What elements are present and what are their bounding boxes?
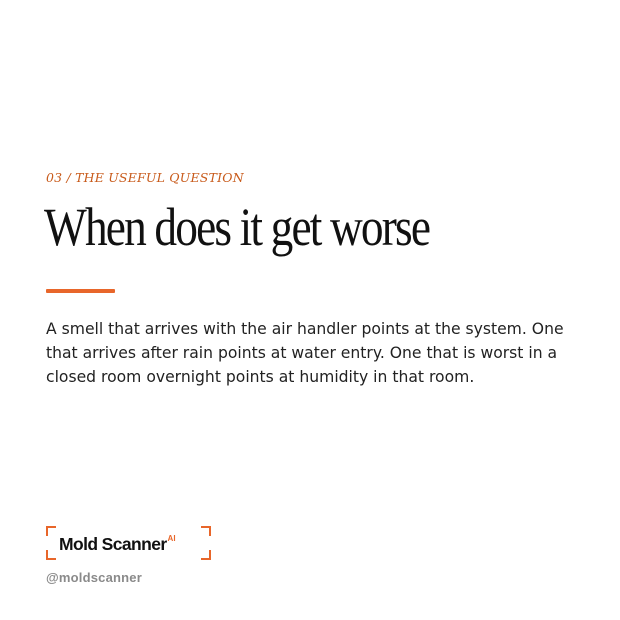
- logo-corner-top-right: [201, 526, 211, 536]
- page-title: When does it get worse: [44, 197, 430, 257]
- brand-logo: [46, 526, 211, 560]
- logo-corner-bottom-left: [46, 550, 56, 560]
- accent-divider: [46, 289, 115, 293]
- brand-name: [59, 534, 176, 555]
- section-eyebrow: 03 / THE USEFUL QUESTION: [46, 170, 244, 185]
- brand-ai-superscript: AI: [167, 534, 176, 543]
- body-paragraph: A smell that arrives with the air handler points at the system. One that arrives after rain points at water entry. One that is worst in a closed room overnight points at humidity in that room.: [46, 320, 564, 386]
- social-handle: @moldscanner: [46, 570, 142, 585]
- logo-corner-top-left: [46, 526, 56, 536]
- logo-corner-bottom-right: [201, 550, 211, 560]
- brand-name-text: Mold Scanner: [59, 534, 167, 554]
